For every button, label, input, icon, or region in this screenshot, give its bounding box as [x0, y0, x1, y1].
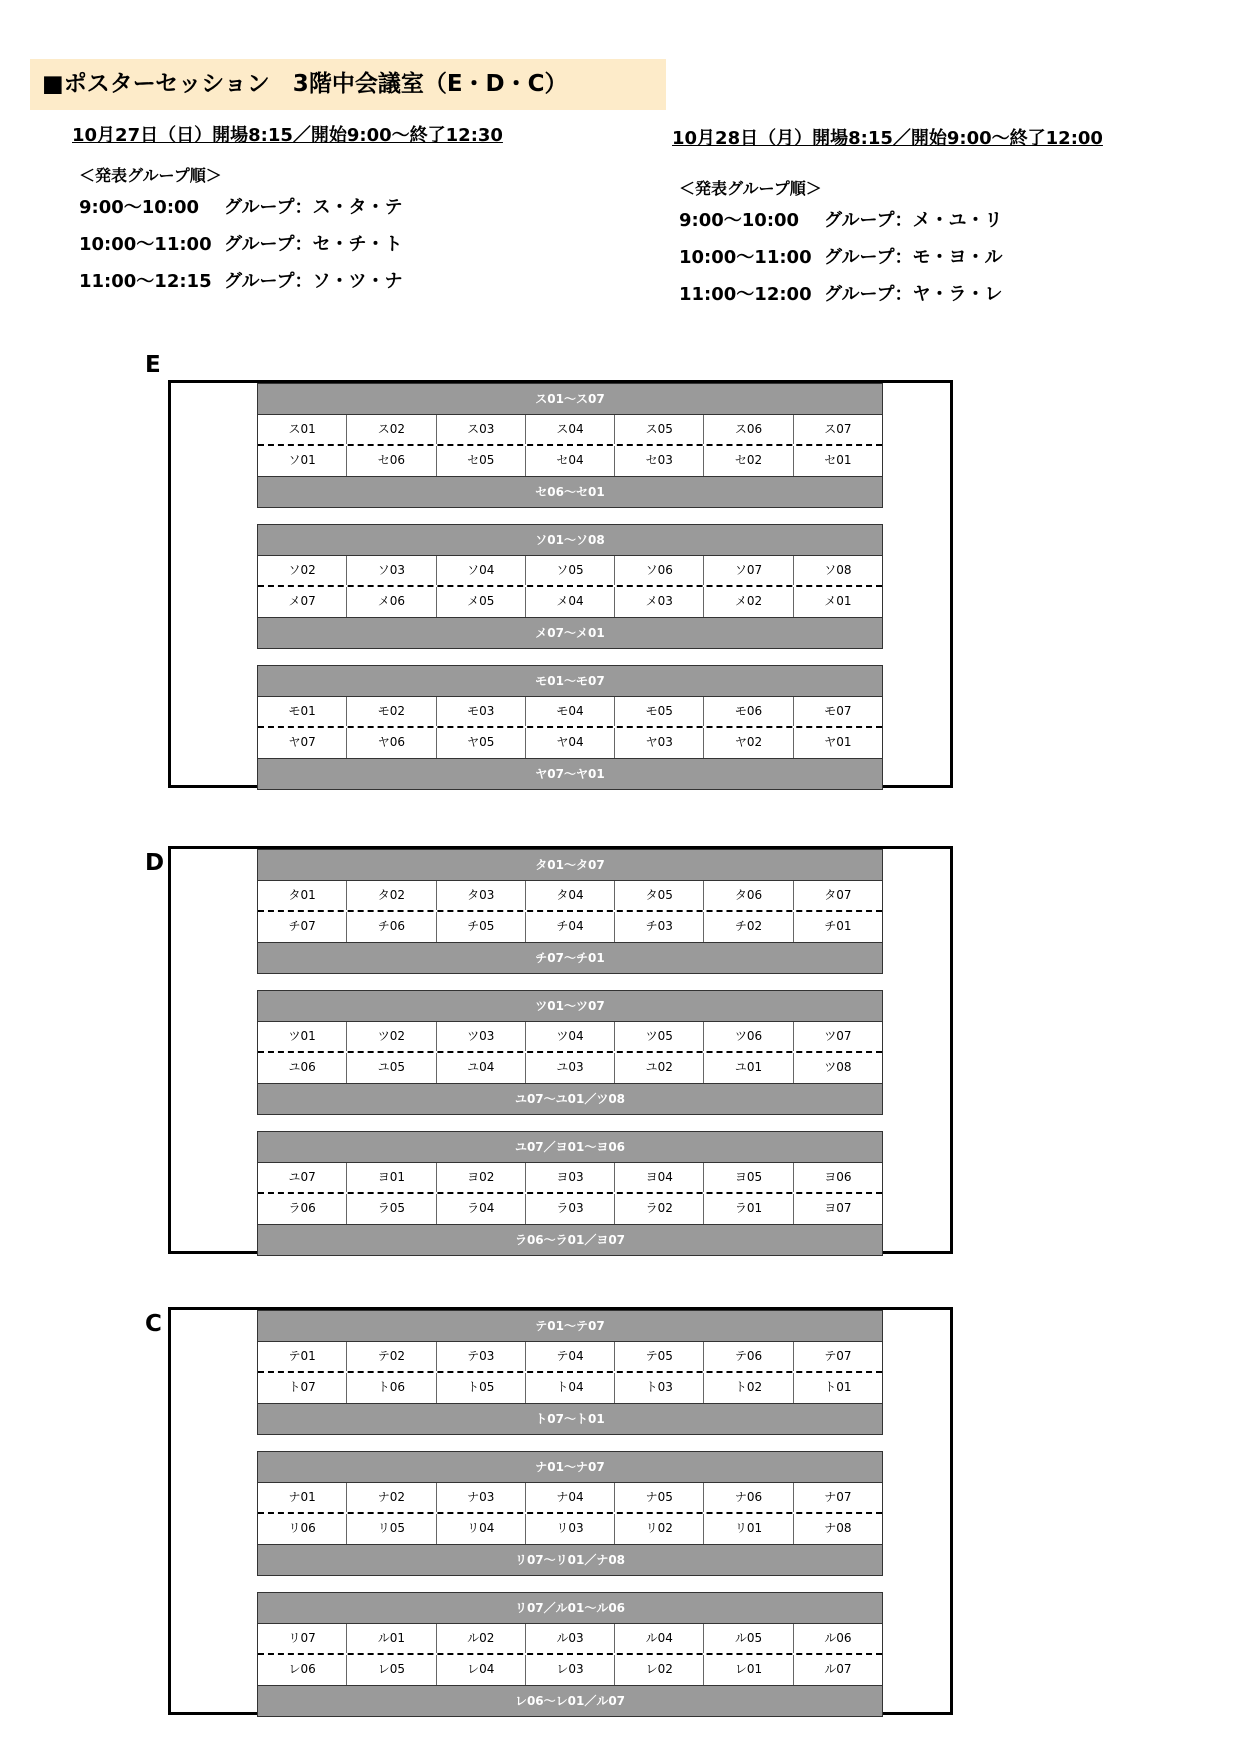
booth-block: [257, 1451, 883, 1576]
booth-cell: ト03: [615, 1373, 704, 1403]
booth-block: [257, 1592, 883, 1717]
booth-cell: チ06: [347, 912, 436, 942]
time-slot: [679, 243, 1103, 273]
booth-cell: ル06: [824, 1631, 852, 1645]
booth-cell: ラ04: [437, 1194, 526, 1224]
booth-cell: タ04: [526, 881, 615, 910]
booth-cell: レ06: [258, 1655, 347, 1685]
booth-cell: ヤ06: [347, 728, 436, 758]
booth-row: [258, 1163, 882, 1194]
slot-time: 9:00～10:00: [679, 210, 800, 231]
booth-cell: タ03: [437, 881, 526, 910]
booth-cell: セ02: [704, 446, 793, 476]
booth-cell: ツ02: [347, 1022, 436, 1051]
booth-cell: メ05: [437, 587, 526, 617]
booth-cell: ユ02: [615, 1053, 704, 1083]
booth-cell: ル07: [824, 1662, 852, 1676]
booth-block: [257, 665, 883, 790]
day-date: 10月28日（月）開場8:15／開始9:00～終了12:00: [672, 128, 1103, 149]
booth-cell: ツ06: [704, 1022, 793, 1051]
booth-cell: ラ06: [258, 1194, 347, 1224]
booth-cell: レ02: [615, 1655, 704, 1685]
booth-cell: テ06: [704, 1342, 793, 1371]
slot-groups: グループ：ソ・ツ・ナ: [224, 271, 403, 292]
slot-time: 11:00～12:15: [79, 271, 212, 292]
booth-row: [258, 415, 882, 446]
booth-cell: セ06: [347, 446, 436, 476]
booth-cell: セ01: [824, 453, 852, 467]
booth-block: [257, 524, 883, 649]
booth-cell: ツ07: [824, 1029, 852, 1043]
booth-cell: セ05: [437, 446, 526, 476]
booth-cell: ヤ02: [704, 728, 793, 758]
room-e: [168, 380, 953, 788]
booth-cell: レ01: [704, 1655, 793, 1685]
booth-cell: ナ05: [615, 1483, 704, 1512]
booth-cell: メ01: [824, 594, 852, 608]
booth-cell: テ01: [258, 1342, 347, 1371]
booth-cell: ナ06: [704, 1483, 793, 1512]
booth-cell: レ03: [526, 1655, 615, 1685]
block-top-label: ユ07／ヨ01～ヨ06: [258, 1132, 882, 1163]
booth-cell: ユ01: [704, 1053, 793, 1083]
booth-cell: ユ07: [258, 1163, 347, 1192]
booth-cell: リ01: [704, 1514, 793, 1544]
booth-cell: ユ06: [258, 1053, 347, 1083]
booth-cell: ヨ07: [824, 1201, 852, 1215]
block-bottom-label: ト07～ト01: [258, 1403, 882, 1434]
block-bottom-label: レ06～レ01／ル07: [258, 1685, 882, 1716]
booth-cell: ラ02: [615, 1194, 704, 1224]
booth-row: [258, 587, 882, 617]
booth-cell: モ05: [615, 697, 704, 726]
booth-cell: ス07: [824, 422, 852, 436]
room-label-d: D: [145, 850, 165, 876]
booth-cell: ソ04: [437, 556, 526, 585]
booth-cell: ツ08: [824, 1060, 852, 1074]
booth-cell: モ07: [824, 704, 852, 718]
block-bottom-label: ユ07～ユ01／ツ08: [258, 1083, 882, 1114]
booth-row: [258, 881, 882, 912]
booth-row: [258, 1194, 882, 1224]
booth-cell: モ04: [526, 697, 615, 726]
order-label: ＜発表グループ順＞: [679, 179, 822, 198]
booth-block: [257, 1310, 883, 1435]
booth-cell: セ04: [526, 446, 615, 476]
booth-block: [257, 849, 883, 974]
booth-cell: ヨ02: [437, 1163, 526, 1192]
time-slot: [79, 230, 503, 260]
booth-cell: ス02: [347, 415, 436, 444]
booth-cell: チ04: [526, 912, 615, 942]
booth-cell: チ07: [258, 912, 347, 942]
booth-cell: リ07: [258, 1624, 347, 1653]
booth-cell: ス05: [615, 415, 704, 444]
block-top-label: モ01～モ07: [258, 666, 882, 697]
booth-cell: レ04: [437, 1655, 526, 1685]
booth-cell: ナ08: [824, 1521, 852, 1535]
slot-time: 9:00～10:00: [79, 197, 200, 218]
booth-cell: ツ05: [615, 1022, 704, 1051]
booth-cell: リ04: [437, 1514, 526, 1544]
booth-cell: ス06: [704, 415, 793, 444]
booth-block: [257, 1131, 883, 1256]
slot-groups: グループ：セ・チ・ト: [224, 234, 403, 255]
block-top-label: リ07／ル01～ル06: [258, 1593, 882, 1624]
booth-cell: リ03: [526, 1514, 615, 1544]
block-bottom-label: セ06～セ01: [258, 476, 882, 507]
booth-cell: ト05: [437, 1373, 526, 1403]
booth-row: [258, 1342, 882, 1373]
booth-cell: ス03: [437, 415, 526, 444]
booth-row: [258, 697, 882, 728]
time-slot: [679, 206, 1103, 236]
day-schedule-2: [672, 124, 1103, 310]
booth-cell: ス01: [258, 415, 347, 444]
room-c: [168, 1307, 953, 1715]
booth-cell: ソ08: [824, 563, 852, 577]
day-schedule-1: [72, 121, 503, 297]
booth-cell: ユ04: [437, 1053, 526, 1083]
booth-row: [258, 446, 882, 476]
booth-cell: ヤ07: [258, 728, 347, 758]
slot-groups: グループ：ス・タ・テ: [224, 197, 403, 218]
slot-groups: グループ：メ・ユ・リ: [824, 210, 1003, 231]
booth-cell: ラ03: [526, 1194, 615, 1224]
block-bottom-label: メ07～メ01: [258, 617, 882, 648]
booth-cell: ツ01: [258, 1022, 347, 1051]
booth-cell: ツ04: [526, 1022, 615, 1051]
booth-row: [258, 728, 882, 758]
booth-cell: ラ05: [347, 1194, 436, 1224]
booth-cell: セ03: [615, 446, 704, 476]
booth-cell: ソ05: [526, 556, 615, 585]
booth-cell: ナ01: [258, 1483, 347, 1512]
block-bottom-label: ラ06～ラ01／ヨ07: [258, 1224, 882, 1255]
booth-cell: ヨ04: [615, 1163, 704, 1192]
booth-cell: レ05: [347, 1655, 436, 1685]
booth-cell: ナ02: [347, 1483, 436, 1512]
booth-cell: ナ07: [824, 1490, 852, 1504]
booth-row: [258, 1655, 882, 1685]
booth-cell: メ03: [615, 587, 704, 617]
booth-cell: チ01: [824, 919, 852, 933]
block-bottom-label: リ07～リ01／ナ08: [258, 1544, 882, 1575]
booth-cell: ル05: [704, 1624, 793, 1653]
booth-cell: メ02: [704, 587, 793, 617]
order-label: ＜発表グループ順＞: [79, 166, 222, 185]
booth-cell: リ06: [258, 1514, 347, 1544]
booth-cell: ル03: [526, 1624, 615, 1653]
block-top-label: ツ01～ツ07: [258, 991, 882, 1022]
booth-cell: ヨ05: [704, 1163, 793, 1192]
block-bottom-label: ヤ07～ヤ01: [258, 758, 882, 789]
booth-cell: テ07: [824, 1349, 852, 1363]
booth-cell: リ05: [347, 1514, 436, 1544]
booth-cell: チ03: [615, 912, 704, 942]
block-top-label: タ01～タ07: [258, 850, 882, 881]
booth-cell: ヨ06: [824, 1170, 852, 1184]
booth-cell: ツ03: [437, 1022, 526, 1051]
booth-row: [258, 556, 882, 587]
booth-block: [257, 990, 883, 1115]
block-bottom-label: チ07～チ01: [258, 942, 882, 973]
booth-row: [258, 1373, 882, 1403]
booth-cell: ト07: [258, 1373, 347, 1403]
booth-cell: モ03: [437, 697, 526, 726]
booth-row: [258, 1624, 882, 1655]
booth-row: [258, 1483, 882, 1514]
booth-row: [258, 1053, 882, 1083]
block-top-label: テ01～テ07: [258, 1311, 882, 1342]
booth-cell: ソ02: [258, 556, 347, 585]
booth-cell: ナ03: [437, 1483, 526, 1512]
booth-cell: ヤ05: [437, 728, 526, 758]
booth-cell: ト06: [347, 1373, 436, 1403]
slot-groups: グループ：ヤ・ラ・レ: [824, 284, 1003, 305]
time-slot: [79, 193, 503, 223]
booth-cell: ソ06: [615, 556, 704, 585]
booth-cell: メ04: [526, 587, 615, 617]
booth-cell: タ02: [347, 881, 436, 910]
booth-cell: ヤ03: [615, 728, 704, 758]
slot-time: 11:00～12:00: [679, 284, 812, 305]
booth-cell: タ06: [704, 881, 793, 910]
booth-cell: ユ05: [347, 1053, 436, 1083]
booth-cell: モ01: [258, 697, 347, 726]
booth-cell: テ02: [347, 1342, 436, 1371]
booth-cell: リ02: [615, 1514, 704, 1544]
block-top-label: ス01～ス07: [258, 384, 882, 415]
booth-block: [257, 383, 883, 508]
page-title: ■ポスターセッション 3階中会議室（E・D・C）: [30, 59, 666, 110]
slot-time: 10:00～11:00: [679, 247, 812, 268]
booth-cell: ナ04: [526, 1483, 615, 1512]
slot-time: 10:00～11:00: [79, 234, 212, 255]
booth-cell: ソ01: [258, 446, 347, 476]
booth-cell: ル02: [437, 1624, 526, 1653]
booth-cell: メ07: [258, 587, 347, 617]
booth-cell: ソ03: [347, 556, 436, 585]
room-d: [168, 846, 953, 1254]
booth-cell: タ05: [615, 881, 704, 910]
booth-row: [258, 1514, 882, 1544]
booth-cell: ト02: [704, 1373, 793, 1403]
booth-cell: ソ07: [704, 556, 793, 585]
room-label-c: C: [145, 1311, 162, 1337]
booth-cell: チ05: [437, 912, 526, 942]
booth-row: [258, 1022, 882, 1053]
booth-cell: ル04: [615, 1624, 704, 1653]
booth-cell: ト04: [526, 1373, 615, 1403]
booth-cell: テ04: [526, 1342, 615, 1371]
booth-cell: テ03: [437, 1342, 526, 1371]
booth-cell: テ05: [615, 1342, 704, 1371]
booth-cell: モ06: [704, 697, 793, 726]
slot-groups: グループ：モ・ヨ・ル: [824, 247, 1003, 268]
booth-cell: ト01: [824, 1380, 852, 1394]
time-slot: [79, 267, 503, 297]
booth-cell: ヨ03: [526, 1163, 615, 1192]
time-slot: [679, 280, 1103, 310]
block-top-label: ナ01～ナ07: [258, 1452, 882, 1483]
booth-cell: ヨ01: [347, 1163, 436, 1192]
booth-cell: ユ03: [526, 1053, 615, 1083]
day-date: 10月27日（日）開場8:15／開始9:00～終了12:30: [72, 125, 503, 146]
booth-cell: ル01: [347, 1624, 436, 1653]
booth-cell: タ07: [824, 888, 852, 902]
booth-cell: タ01: [258, 881, 347, 910]
booth-cell: ラ01: [704, 1194, 793, 1224]
booth-cell: メ06: [347, 587, 436, 617]
booth-cell: ヤ04: [526, 728, 615, 758]
room-label-e: E: [145, 352, 161, 378]
booth-row: [258, 912, 882, 942]
booth-cell: ス04: [526, 415, 615, 444]
block-top-label: ソ01～ソ08: [258, 525, 882, 556]
booth-cell: モ02: [347, 697, 436, 726]
booth-cell: チ02: [704, 912, 793, 942]
booth-cell: ヤ01: [824, 735, 852, 749]
